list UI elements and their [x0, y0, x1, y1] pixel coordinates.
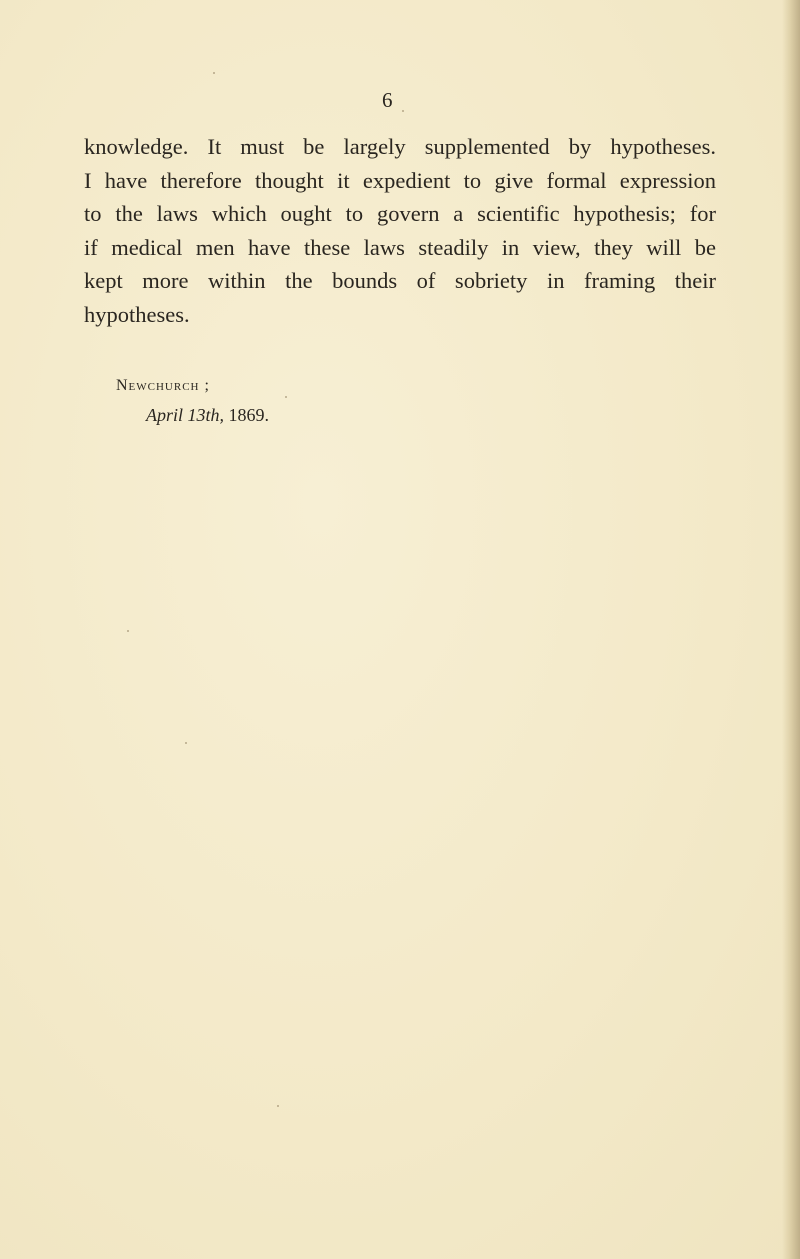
signature-place: Newchurch ;: [116, 377, 210, 394]
paragraph-line: I have therefore thought it expedient to give formal expression: [84, 167, 716, 193]
page-number: 6: [382, 88, 393, 112]
paragraph-line: to the laws which ought to govern a scientific hypothesis; for: [84, 201, 716, 226]
signature-date-year: 1869.: [228, 405, 270, 425]
paper-speck: [127, 630, 129, 632]
paper-speck: [213, 72, 215, 74]
paper-speck: [402, 110, 404, 112]
paragraph-line: hypotheses.: [84, 301, 190, 327]
paper-speck: [285, 396, 287, 398]
body-paragraph: [84, 130, 716, 331]
paragraph-line: kept more within the bounds of sobriety in framing their: [84, 268, 716, 293]
signature-date: [146, 405, 269, 426]
paper-speck: [185, 742, 187, 744]
signature-date-month: April 13th,: [146, 405, 225, 425]
paper-speck: [277, 1105, 279, 1107]
paragraph-line: if medical men have these laws steadily in view, they will be: [84, 234, 716, 260]
paragraph-line: knowledge. It must be largely supplemented by hypotheses.: [84, 134, 716, 159]
